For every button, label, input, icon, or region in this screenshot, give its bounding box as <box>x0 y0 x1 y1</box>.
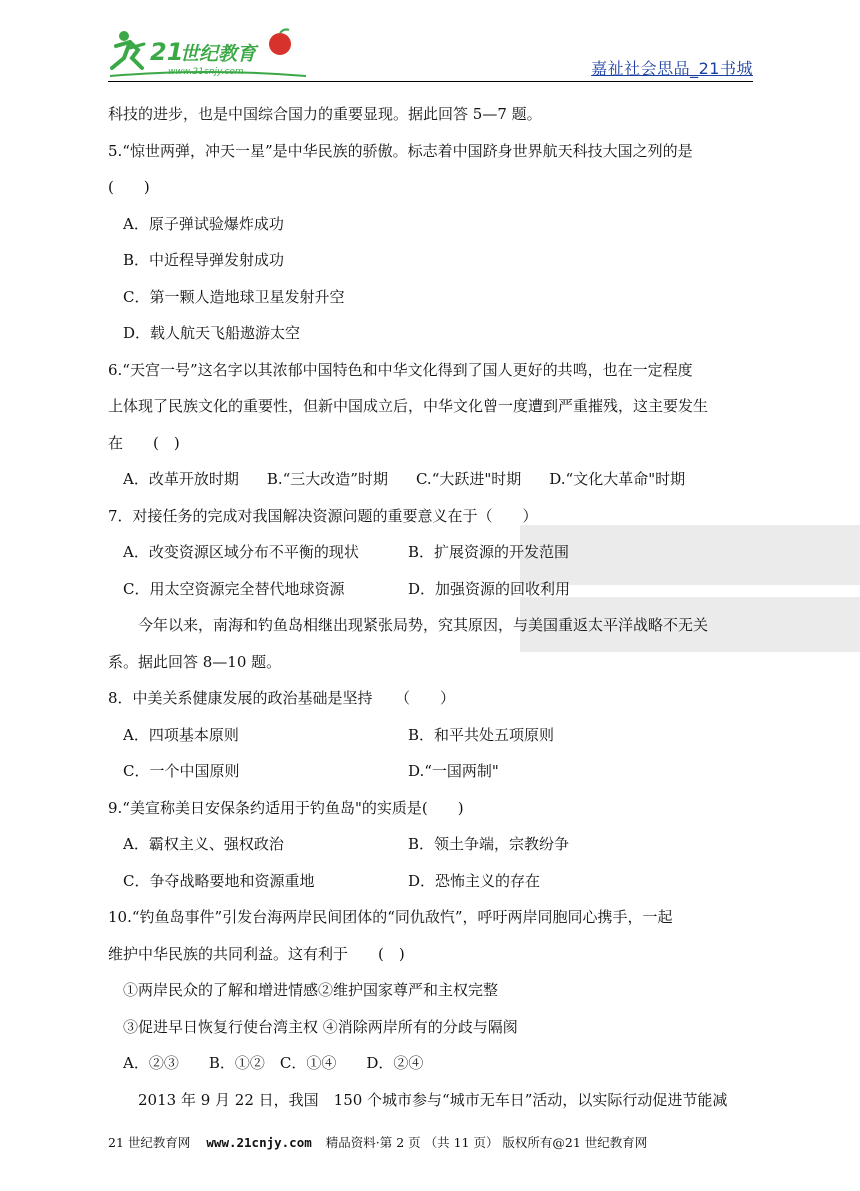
footer-site: 21 世纪教育网 <box>108 1135 191 1150</box>
svg-text:21: 21 <box>150 38 184 66</box>
question-7-options-row-1 <box>108 534 753 571</box>
question-8-stem: 8．中美关系健康发展的政治基础是坚持 （ ） <box>108 689 456 707</box>
question-9-options-row-1 <box>108 826 753 863</box>
question-9-option-a: A．霸权主义、强权政治 <box>123 835 284 853</box>
page-header <box>0 0 860 90</box>
question-7-option-a: A．改变资源区域分布不平衡的现状 <box>123 543 359 561</box>
brand-link[interactable]: 嘉祉社会思品_21书城 <box>591 59 753 78</box>
question-7-option-c: C．用太空资源完全替代地球资源 <box>123 579 345 598</box>
intro-text-3: 2013 年 9 月 22 日，我国 150 个城市参与“城市无车日”活动，以实际行动促进节能减 <box>138 1090 728 1109</box>
page-footer <box>108 1133 753 1151</box>
footer-page-info: 精品资料·第 2 页 （共 11 页） 版权所有@21 世纪教育网 <box>325 1135 648 1150</box>
question-6-stem-line-2: 上体现了民族文化的重要性，但新中国成立后，中华文化曾一度遭到严重摧残，这主要发生 <box>108 397 709 415</box>
question-8-option-a: A．四项基本原则 <box>123 725 239 744</box>
question-6-stem-line-1: 6.“天宫一号”这名字以其浓郁中国特色和中华文化得到了国人更好的共鸣，也在一定程度 <box>108 360 693 379</box>
intro-text-2-line-1: 今年以来，南海和钓鱼岛相继出现紧张局势，究其原因，与美国重返太平洋战略不无关 <box>138 616 709 634</box>
question-6-stem-line-3: 在 ( ) <box>108 433 180 452</box>
question-10-stem-line-2: 维护中华民族的共同利益。这有利于 ( ) <box>108 944 405 963</box>
question-7-options-row-2 <box>108 571 753 608</box>
question-8-options-row-2 <box>108 753 753 790</box>
logo-graphic <box>108 28 308 82</box>
question-9-options-row-2 <box>108 863 753 900</box>
question-8-option-b: B．和平共处五项原则 <box>408 725 555 744</box>
question-9-option-b: B．领土争端，宗教纷争 <box>408 835 570 853</box>
question-5-stem: 5.“惊世两弹，冲天一星”是中华民族的骄傲。标志着中国跻身世界航天科技大国之列的是 <box>108 141 693 160</box>
question-7-stem: 7．对接任务的完成对我国解决资源问题的重要意义在于（ ） <box>108 506 538 525</box>
question-10-options: A．②③ B．①② C．①④ D．②④ <box>123 1054 424 1072</box>
question-9-stem: 9.“美宣称美日安保条约适用于钓鱼岛"的实质是( ) <box>108 798 464 817</box>
header-divider <box>108 81 753 82</box>
question-10-stem-line-1: 10.“钓鱼岛事件”引发台海两岸民间团体的“同仇敌忾”，呼吁两岸同胞同心携手，一起 <box>108 908 673 926</box>
question-8-option-c: C．一个中国原则 <box>123 762 240 780</box>
question-5-option-d: D．载人航天飞船遨游太空 <box>123 324 301 342</box>
question-6-option-c: C.“大跃进"时期 <box>415 470 522 488</box>
document-body <box>108 96 753 1118</box>
svg-text:www.21cnjy.com: www.21cnjy.com <box>168 67 244 77</box>
question-9-option-c: C．争夺战略要地和资源重地 <box>123 871 315 890</box>
question-8-options-row-1 <box>108 717 753 754</box>
question-8-option-d: D.“一国两制" <box>408 762 499 780</box>
question-7-option-b: B．扩展资源的开发范围 <box>408 543 570 561</box>
question-5-paren: ( ) <box>108 178 150 196</box>
intro-text-2-line-2: 系。据此回答 8—10 题。 <box>108 652 282 671</box>
question-5-option-b: B．中近程导弹发射成功 <box>123 251 285 269</box>
question-5-option-c: C．第一颗人造地球卫星发射升空 <box>123 287 345 306</box>
question-6-option-b: B.“三大改造”时期 <box>266 470 388 488</box>
question-7-option-d: D．加强资源的回收利用 <box>408 579 571 598</box>
question-10-items-2: ③促进早日恢复行使台湾主权 ④消除两岸所有的分歧与隔阂 <box>123 1017 518 1036</box>
question-6-option-d: D.“文化大革命"时期 <box>549 470 686 488</box>
question-6-option-a: A．改革开放时期 <box>123 470 239 488</box>
question-9-option-d: D．恐怖主义的存在 <box>408 871 541 890</box>
svg-text:世纪教育: 世纪教育 <box>180 43 257 65</box>
question-6-options <box>108 461 753 498</box>
intro-text-1: 科技的进步，也是中国综合国力的重要显现。据此回答 5—7 题。 <box>108 105 542 123</box>
question-10-items-1: ①两岸民众的了解和增进情感②维护国家尊严和主权完整 <box>123 981 499 999</box>
footer-url[interactable]: www.21cnjy.com <box>206 1135 312 1150</box>
logo <box>108 28 308 82</box>
question-5-option-a: A．原子弹试验爆炸成功 <box>123 214 284 233</box>
